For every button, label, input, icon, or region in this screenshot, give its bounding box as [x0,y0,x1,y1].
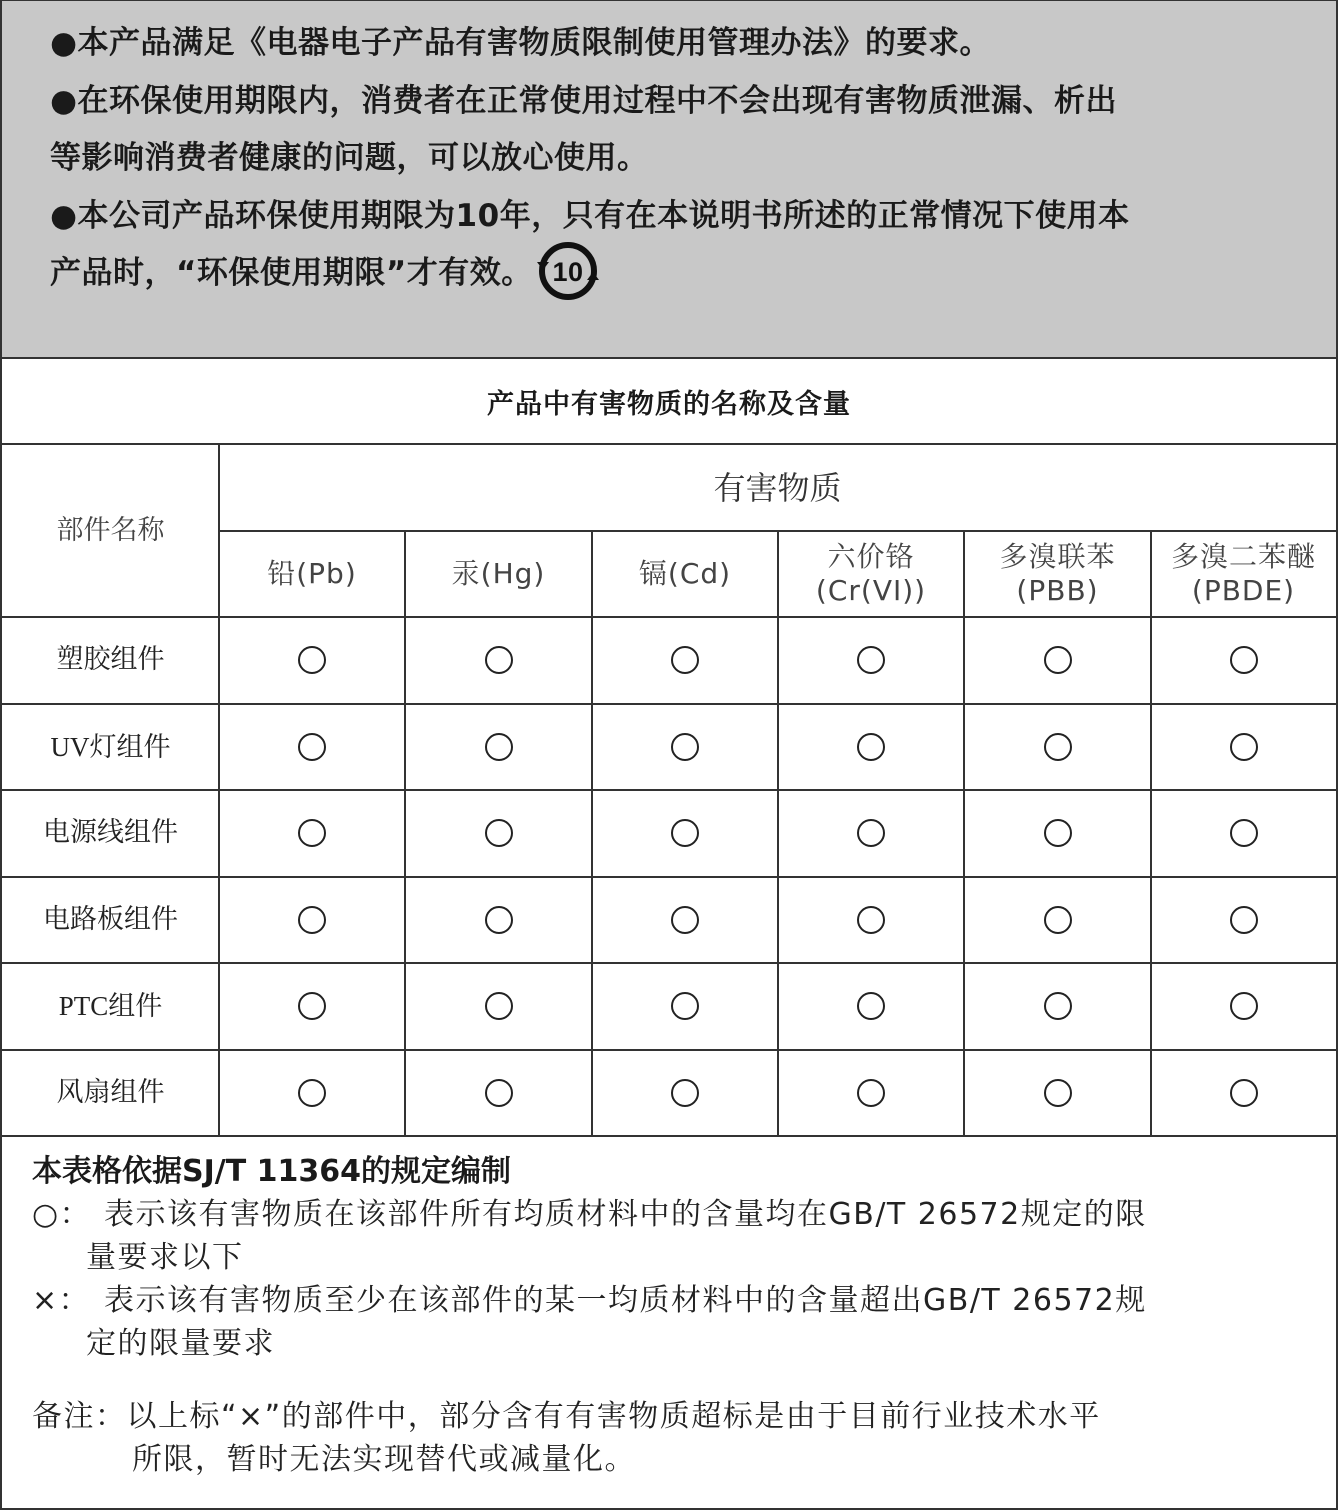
compliance-mark-cell [964,790,1151,877]
table-grid [2,445,1336,1135]
compliant-circle-icon [1230,646,1258,674]
compliance-mark-cell [1151,704,1336,791]
compliant-circle-icon [485,906,513,934]
cross-legend-text-1: 表示该有害物质至少在该部件的某一均质材料中的含量超出GB/T 26572规 [104,1283,1147,1318]
compliance-mark-cell [778,704,964,791]
table-row-divider [2,703,1336,705]
compliant-circle-icon [671,1079,699,1107]
circle-legend-text-1: 表示该有害物质在该部件所有均质材料中的含量均在GB/T 26572规定的限 [104,1197,1147,1232]
compliant-circle-icon [298,733,326,761]
table-row-divider [2,1049,1336,1051]
table-column-divider [777,531,779,1136]
substance-name: 铅(Pb) [267,557,357,590]
compliant-circle-icon [298,992,326,1020]
table-column-divider [404,531,406,1136]
compliance-mark-cell [964,704,1151,791]
efup-10-year-label: 10 [552,256,584,287]
compliant-circle-icon [1230,906,1258,934]
notice-line-4: ●本公司产品环保使用期限为10年，只有在本说明书所述的正常情况下使用本 [50,197,1130,234]
compliance-mark-cell [1151,877,1336,964]
compliance-mark-cell [964,1050,1151,1137]
compliance-mark-cell [1151,790,1336,877]
compliant-circle-icon [298,906,326,934]
compliant-circle-icon [857,1079,885,1107]
compliance-mark-cell [219,704,405,791]
circle-legend-line-2: 量要求以下 [86,1240,244,1275]
compliant-circle-icon [671,646,699,674]
compliant-circle-icon [1044,819,1072,847]
compliance-mark-cell [1151,617,1336,704]
notice-line-1: ●本产品满足《电器电子产品有害物质限制使用管理办法》的要求。 [50,25,992,61]
part-name-header: 部件名称 [56,515,165,546]
compliance-mark-cell [1151,963,1336,1050]
compliance-mark-cell [592,963,778,1050]
remark-line-2: 所限，暂时无法实现替代或减量化。 [132,1442,636,1477]
substance-name: 多溴联苯 [999,540,1116,573]
circle-legend-line-1 [32,1193,1336,1236]
compliance-mark-cell [592,704,778,791]
part-name-cell: 风扇组件 [56,1076,165,1108]
substance-column-header [592,531,778,617]
part-name-cell: 电源线组件 [43,817,178,849]
compliance-mark-cell [405,617,592,704]
compliance-mark-cell [592,617,778,704]
compliant-circle-icon [857,906,885,934]
cross-legend-line-2: 定的限量要求 [86,1326,275,1361]
substance-name: 多溴二苯醚 [1170,540,1316,573]
compliance-mark-cell [219,963,405,1050]
efup-10-year-icon [537,240,599,302]
compliant-circle-icon [857,819,885,847]
compliant-circle-icon [857,646,885,674]
cross-legend-line-1 [32,1279,1336,1322]
substance-symbol: (PBDE) [1191,574,1296,607]
compliant-circle-icon [671,733,699,761]
table-row-divider [219,530,1336,532]
compliance-mark-cell [219,790,405,877]
compliant-circle-icon [1230,733,1258,761]
substance-column-header [964,531,1151,617]
compliance-mark-cell [964,877,1151,964]
compliant-circle-icon [1230,992,1258,1020]
compliant-circle-icon [1044,906,1072,934]
compliance-mark-cell [778,963,964,1050]
compliance-mark-cell [219,1050,405,1137]
substance-column-header [1151,531,1336,617]
compliant-circle-icon [485,819,513,847]
substance-name: 汞(Hg) [451,557,546,590]
hazardous-substances-table [2,359,1336,1135]
compliant-circle-icon [857,733,885,761]
notice-line-5-text: 产品时，“环保使用期限”才有效。 [50,255,533,291]
part-name-cell: UV灯组件 [50,731,171,762]
compliance-mark-cell [778,790,964,877]
table-column-divider [1150,531,1152,1136]
part-name-cell: PTC组件 [58,991,163,1022]
table-footer [2,1135,1336,1509]
part-name-cell: 电路板组件 [43,903,178,935]
compliant-circle-icon [671,906,699,934]
table-row-divider [2,789,1336,791]
compliant-circle-icon [1044,733,1072,761]
circle-legend-symbol: ○： [32,1197,92,1232]
table-row-divider [2,876,1336,878]
compliance-mark-cell [778,877,964,964]
table-column-divider [963,531,965,1136]
compliant-circle-icon [1044,646,1072,674]
remark-line-1: 备注：以上标“×”的部件中，部分含有有害物质超标是由于目前行业技术水平 [32,1399,1101,1434]
compliant-circle-icon [485,1079,513,1107]
compliance-mark-cell [405,1050,592,1137]
compliant-circle-icon [485,992,513,1020]
compliance-mark-cell [219,617,405,704]
substance-column-header [405,531,592,617]
compliance-mark-cell [592,877,778,964]
compliance-mark-cell [405,704,592,791]
compliance-mark-cell [778,1050,964,1137]
substance-name: 镉(Cd) [638,557,732,590]
compliance-mark-cell [405,790,592,877]
compliant-circle-icon [298,1079,326,1107]
compliant-circle-icon [1230,819,1258,847]
substance-symbol: (PBB) [1016,574,1099,607]
notice-line-2: ●在环保使用期限内，消费者在正常使用过程中不会出现有害物质泄漏、析出 [50,82,1118,119]
compliant-circle-icon [1044,1079,1072,1107]
notice-line-5 [50,245,1316,303]
substance-column-header [219,531,405,617]
compliant-circle-icon [1230,1079,1258,1107]
compliant-circle-icon [671,992,699,1020]
compliant-circle-icon [857,992,885,1020]
substance-symbol: (Cr(VI)) [815,574,927,607]
compliant-circle-icon [298,646,326,674]
compliance-mark-cell [778,617,964,704]
compliance-mark-cell [964,617,1151,704]
compliant-circle-icon [298,819,326,847]
footer-heading: 本表格依据SJ/T 11364的规定编制 [32,1154,512,1189]
compliance-mark-cell [592,790,778,877]
compliance-mark-cell [219,877,405,964]
hazardous-substances-header: 有害物质 [713,469,842,507]
compliance-mark-cell [405,877,592,964]
compliant-circle-icon [671,819,699,847]
compliance-mark-cell [1151,1050,1336,1137]
notice-line-3: 等影响消费者健康的问题，可以放心使用。 [50,140,649,176]
compliance-mark-cell [964,963,1151,1050]
compliance-mark-cell [592,1050,778,1137]
compliant-circle-icon [485,733,513,761]
table-column-divider [591,531,593,1136]
compliant-circle-icon [485,646,513,674]
part-name-cell: 塑胶组件 [56,644,165,676]
table-row-divider [2,962,1336,964]
substance-name: 六价铬 [827,540,915,573]
cross-legend-symbol: ×： [32,1283,91,1318]
substance-column-header [778,531,964,617]
table-row-divider [2,616,1336,618]
compliant-circle-icon [1044,992,1072,1020]
compliance-mark-cell [405,963,592,1050]
environmental-notice [2,1,1336,359]
table-title: 产品中有害物质的名称及含量 [2,359,1336,445]
